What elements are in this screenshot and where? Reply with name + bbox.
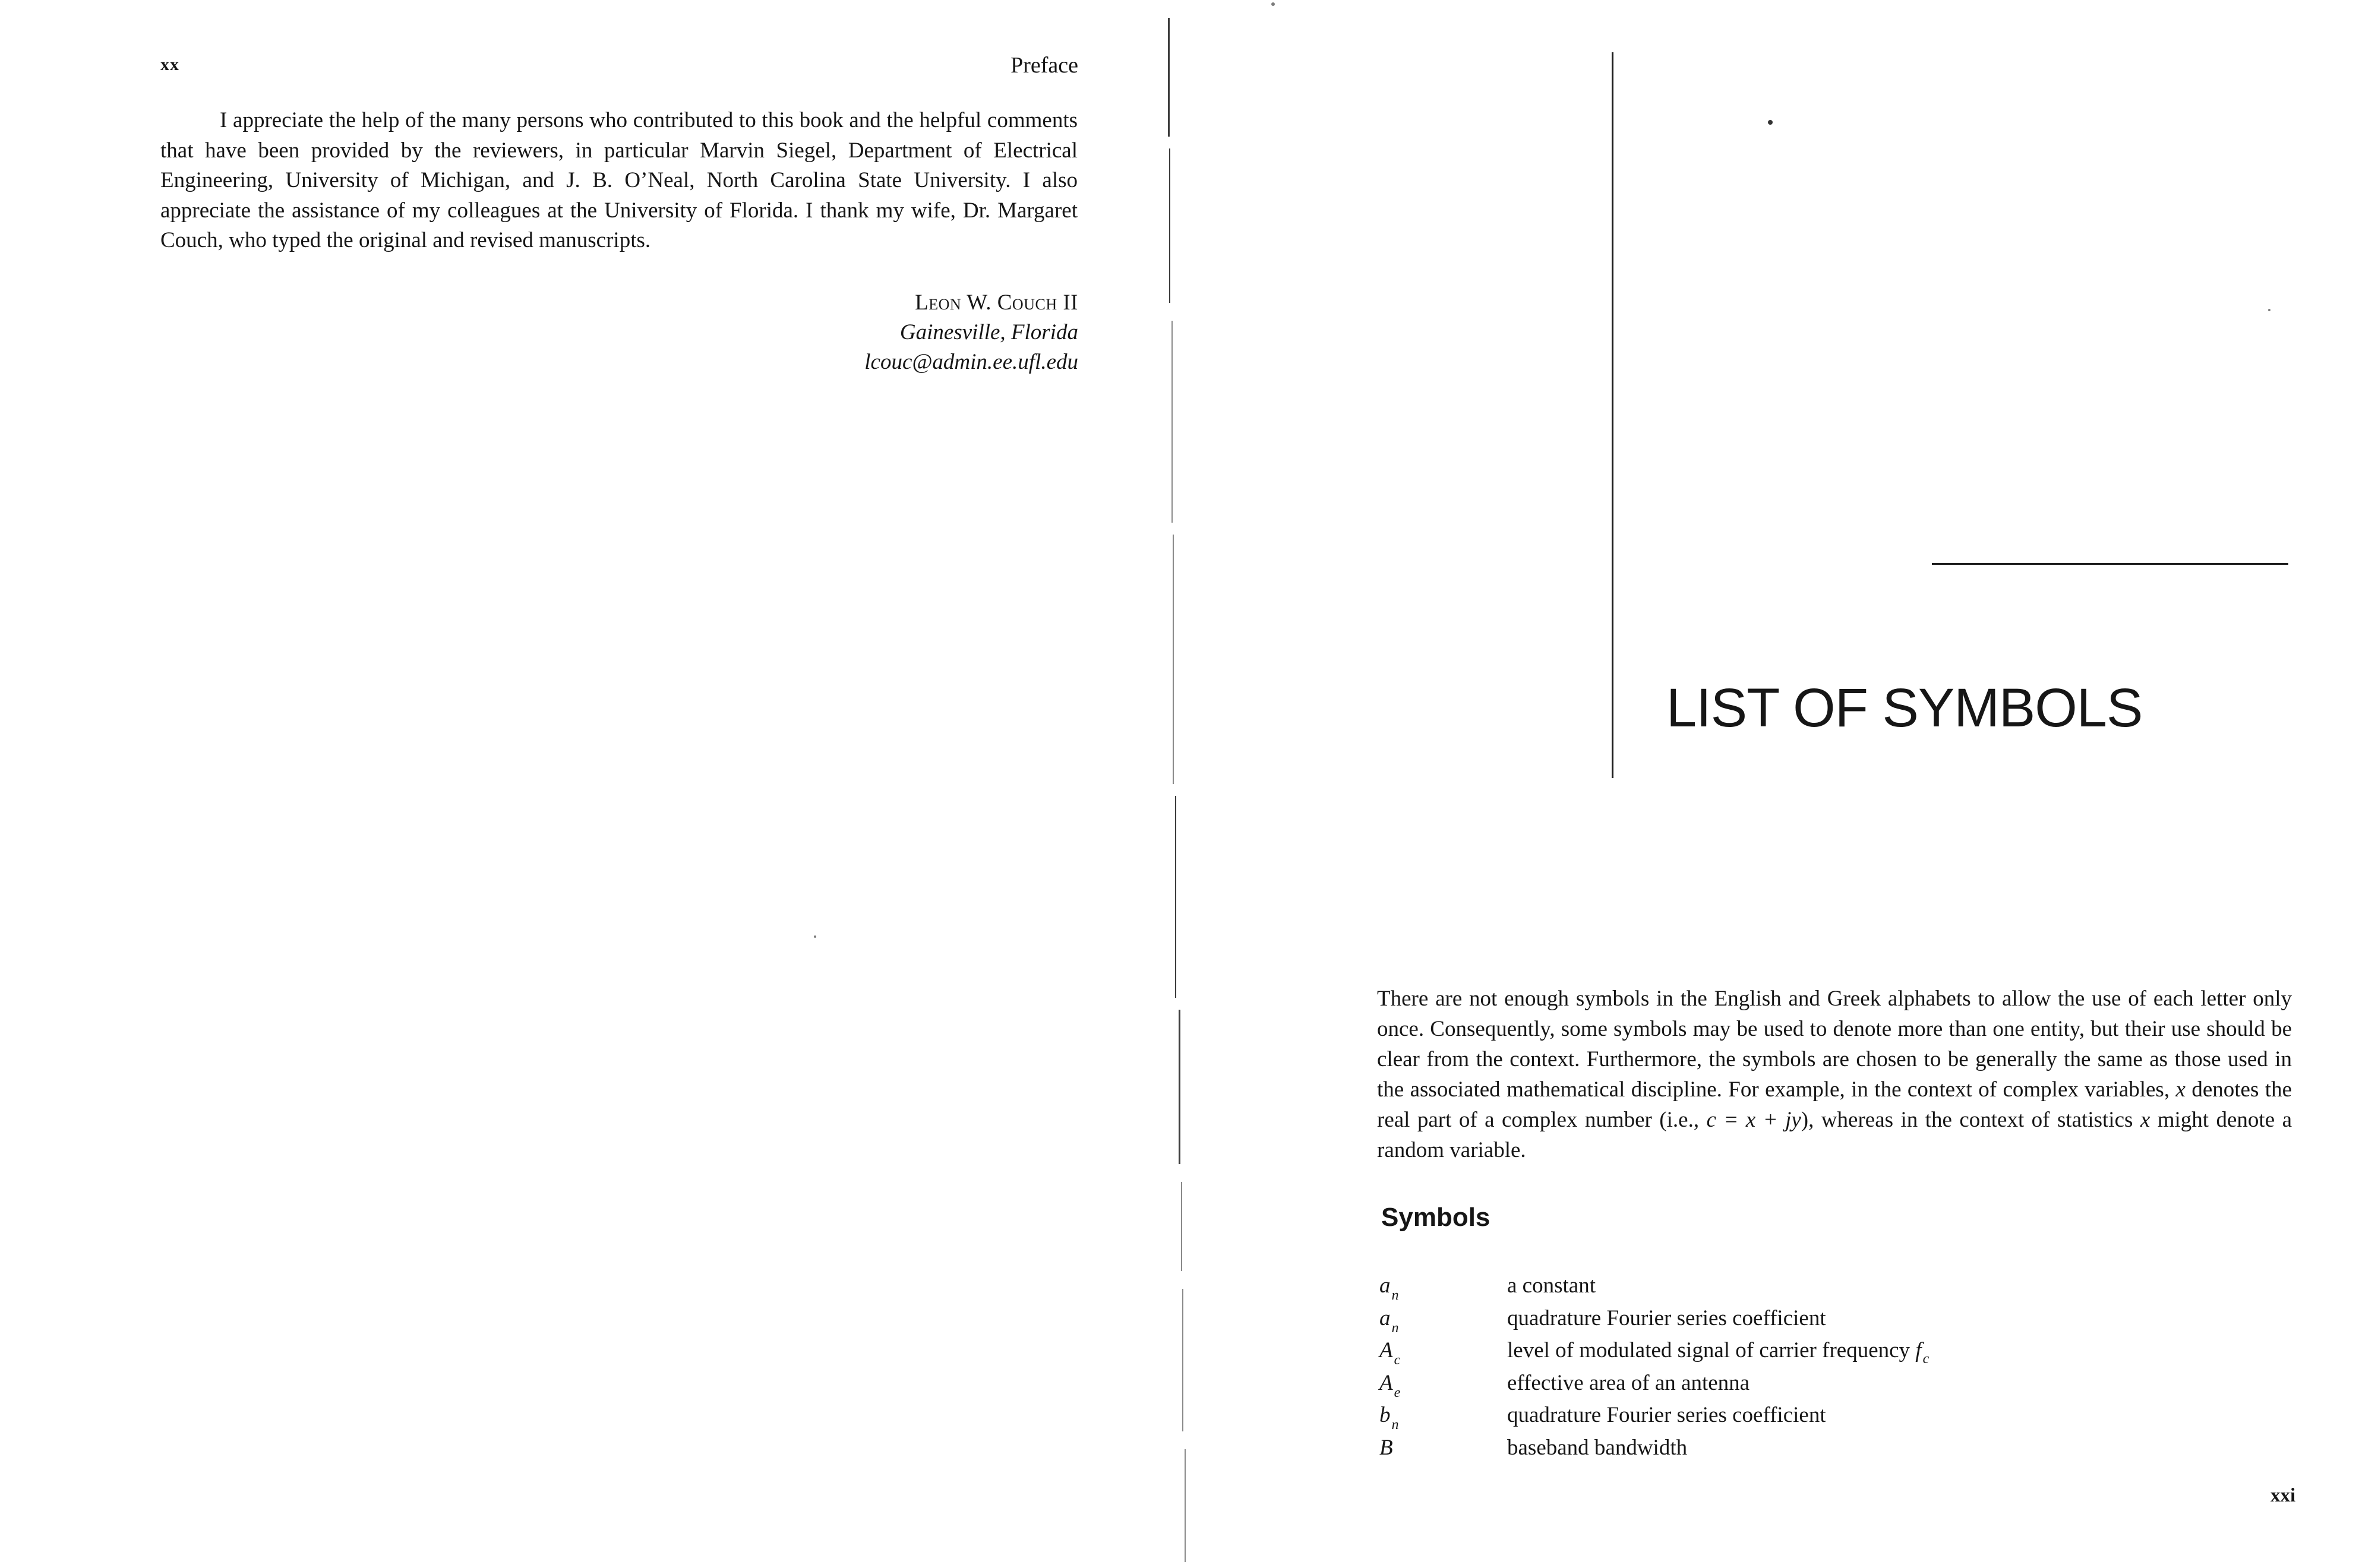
symbol-definition <box>1507 1336 1929 1368</box>
symbol-cell <box>1377 1433 1507 1466</box>
intro-text-part: There are not enough symbols in the English and Greek alphabets to allow the use of each letter only once. Consequently, some symbols may be used to denote more than one entity, but their use should be clear from the context. Furthermore, the symbols are chosen to be generally the same as those used in the associated mathematical discipline. For example, in the context of complex variables, <box>1377 987 2292 1102</box>
symbol-row <box>1377 1336 1929 1368</box>
gutter-line-segment <box>1173 535 1174 784</box>
running-head: Preface <box>1010 53 1078 78</box>
definition-text: quadrature Fourier series coefficient <box>1507 1403 1826 1427</box>
gutter-line-segment <box>1181 1182 1182 1271</box>
symbol-base: A <box>1379 1370 1393 1395</box>
symbols-intro-paragraph <box>1377 984 2292 1165</box>
intro-variable: x <box>2140 1108 2150 1132</box>
gutter-line-segment <box>1175 796 1176 998</box>
right-page-number: xxi <box>2270 1485 2296 1506</box>
author-email: lcouc@admin.ee.ufl.edu <box>864 350 1078 374</box>
gutter-line-segment <box>1179 1010 1180 1164</box>
intro-text-part: might denote a random variable. <box>1377 1108 2292 1162</box>
definition-text: level of modulated signal of carrier frequency <box>1507 1338 1916 1362</box>
symbol-subscript: n <box>1391 1288 1399 1303</box>
gutter-line-segment <box>1168 18 1170 137</box>
symbol-definition <box>1507 1271 1929 1304</box>
symbol-cell <box>1377 1271 1507 1304</box>
symbol-definition <box>1507 1368 1929 1401</box>
symbol-definition <box>1507 1401 1929 1433</box>
chapter-horizontal-rule <box>1932 563 2288 565</box>
symbol-base: b <box>1379 1403 1391 1427</box>
definition-subscript: c <box>1922 1351 1929 1367</box>
symbols-heading: Symbols <box>1381 1203 1490 1232</box>
definition-text: quadrature Fourier series coefficient <box>1507 1305 1826 1330</box>
scan-speck <box>1768 120 1773 125</box>
symbol-subscript: c <box>1394 1352 1401 1368</box>
definition-text: effective area of an antenna <box>1507 1370 1750 1395</box>
symbol-cell <box>1377 1336 1507 1368</box>
preface-paragraph: I appreciate the help of the many persons who contributed to this book and the helpful comments that have been provided by the reviewers, in particular Marvin Siegel, Department of Electrical Engineering, University of Michigan, and J. B. O’Neal, North Carolina State University. I also appreciate the assistance of my colleagues at the University of Florida. I thank my wife, Dr. Margaret Couch, who typed the original and revised manuscripts. <box>160 108 1078 252</box>
intro-text-part: ), whereas in the context of statistics <box>1801 1108 2140 1132</box>
symbol-cell <box>1377 1368 1507 1401</box>
author-location: Gainesville, Florida <box>899 320 1078 344</box>
symbol-cell <box>1377 1304 1507 1336</box>
symbol-base: B <box>1379 1435 1393 1460</box>
symbol-row <box>1377 1304 1929 1336</box>
left-page-number: xx <box>160 55 179 74</box>
signature-block <box>713 288 1078 377</box>
symbol-base: A <box>1379 1338 1393 1362</box>
symbol-row <box>1377 1433 1929 1466</box>
intro-text-part: denotes the real part of a complex number (i.e., <box>1377 1077 2292 1132</box>
symbol-row <box>1377 1401 1929 1433</box>
symbol-cell <box>1377 1401 1507 1433</box>
intro-equation: c = x + jy <box>1706 1108 1801 1132</box>
symbol-list <box>1377 1271 1929 1465</box>
symbol-base: a <box>1379 1305 1391 1330</box>
author-name: Leon W. Couch II <box>915 290 1078 315</box>
chapter-title: LIST OF SYMBOLS <box>1666 678 2143 738</box>
symbol-row <box>1377 1271 1929 1304</box>
symbol-definition <box>1507 1304 1929 1336</box>
gutter-line-segment <box>1182 1289 1183 1431</box>
definition-text: baseband bandwidth <box>1507 1435 1688 1460</box>
symbol-base: a <box>1379 1273 1391 1298</box>
scan-speck <box>814 935 816 938</box>
chapter-vertical-rule <box>1612 52 1613 778</box>
scan-speck <box>2268 309 2270 311</box>
symbol-row <box>1377 1368 1929 1401</box>
symbol-subscript: n <box>1391 1417 1399 1433</box>
intro-variable: x <box>2175 1077 2186 1102</box>
definition-text: a constant <box>1507 1273 1596 1298</box>
gutter-line-segment <box>1185 1449 1186 1562</box>
gutter-line-segment <box>1171 321 1173 523</box>
symbol-subscript: e <box>1394 1384 1401 1401</box>
gutter-line-segment <box>1169 148 1170 303</box>
symbol-definition <box>1507 1433 1929 1466</box>
symbol-subscript: n <box>1391 1320 1399 1336</box>
definition-symbol: f <box>1915 1338 1922 1362</box>
scan-speck <box>1271 2 1275 6</box>
